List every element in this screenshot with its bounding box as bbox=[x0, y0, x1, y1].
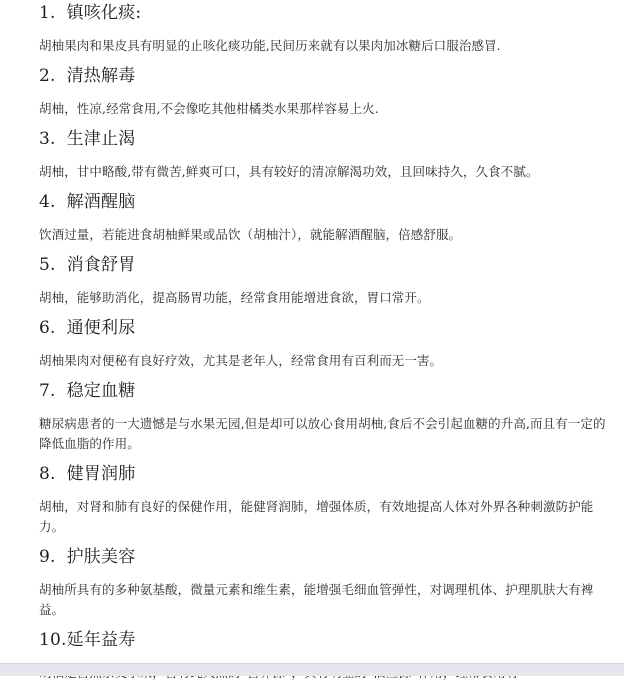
section-6 bbox=[39, 317, 609, 371]
section-2 bbox=[39, 65, 609, 119]
section-title: 护肤美容 bbox=[66, 547, 136, 567]
section-number: 3. bbox=[39, 129, 56, 149]
section-3 bbox=[39, 128, 609, 182]
section-body: 胡柚果肉和果皮具有明显的止咳化痰功能,民间历来就有以果肉加冰糖后口服治感冒. bbox=[39, 38, 501, 53]
section-number: 8. bbox=[39, 464, 56, 484]
section-heading bbox=[39, 2, 609, 24]
section-heading bbox=[39, 65, 609, 87]
bottom-scroll-bar bbox=[0, 663, 624, 676]
section-number: 7. bbox=[39, 381, 56, 401]
section-title: 稳定血糖 bbox=[66, 381, 136, 401]
section-title: 生津止渴 bbox=[66, 129, 136, 149]
section-heading bbox=[39, 128, 609, 150]
section-heading bbox=[39, 380, 609, 402]
section-body: 糖尿病患者的一大遗憾是与水果无园,但是却可以放心食用胡柚,食后不会引起血糖的升高,而且有一定的降低血脂的作用。 bbox=[39, 416, 606, 451]
section-title: 清热解毒 bbox=[66, 66, 136, 86]
section-body: 胡柚，能够助消化，提高肠胃功能，经常食用能增进食欲，胃口常开。 bbox=[39, 290, 430, 305]
section-4 bbox=[39, 191, 609, 245]
section-number: 5. bbox=[39, 255, 56, 275]
section-number: 9. bbox=[39, 547, 56, 567]
section-heading bbox=[39, 629, 609, 651]
section-heading bbox=[39, 546, 609, 568]
section-5 bbox=[39, 254, 609, 308]
section-9 bbox=[39, 546, 609, 620]
section-number: 2. bbox=[39, 66, 56, 86]
section-number: 4. bbox=[39, 192, 56, 212]
section-heading bbox=[39, 191, 609, 213]
section-number: 6. bbox=[39, 318, 56, 338]
section-heading bbox=[39, 317, 609, 339]
section-number: 10. bbox=[39, 630, 67, 650]
section-body: 胡柚，性凉,经常食用,不会像吃其他柑橘类水果那样容易上火. bbox=[39, 101, 379, 116]
section-number: 1. bbox=[39, 3, 56, 23]
section-title: 延年益寿 bbox=[66, 630, 136, 650]
section-body: 胡柚，对肾和肺有良好的保健作用，能健肾润肺，增强体质，有效地提高人体对外界各种刺激防护能力。 bbox=[39, 499, 594, 534]
section-body: 胡柚果肉对便秘有良好疗效，尤其是老年人，经常食用有百利而无一害。 bbox=[39, 353, 443, 368]
section-title: 解酒醒脑 bbox=[66, 192, 136, 212]
section-8 bbox=[39, 463, 609, 537]
section-title: 通便利尿 bbox=[66, 318, 136, 338]
section-body: 胡柚，甘中略酸,带有微苦,鲜爽可口，具有较好的清凉解渴功效，且回味持久，久食不腻。 bbox=[39, 164, 539, 179]
section-heading bbox=[39, 463, 609, 485]
section-heading bbox=[39, 254, 609, 276]
section-title: 健胃润肺 bbox=[66, 464, 136, 484]
section-7 bbox=[39, 380, 609, 454]
section-title: 消食舒胃 bbox=[66, 255, 136, 275]
section-1 bbox=[39, 2, 609, 56]
section-title: 镇咳化痰: bbox=[66, 3, 142, 23]
section-body: 胡柚所具有的多种氨基酸，微量元素和维生素，能增强毛细血管弹性，对调理机体、护理肌肤大有裨益。 bbox=[39, 582, 594, 617]
section-body: 饮酒过量，若能进食胡柚鲜果或品饮（胡柚汁），就能解酒醒脑，倍感舒服。 bbox=[39, 227, 462, 242]
